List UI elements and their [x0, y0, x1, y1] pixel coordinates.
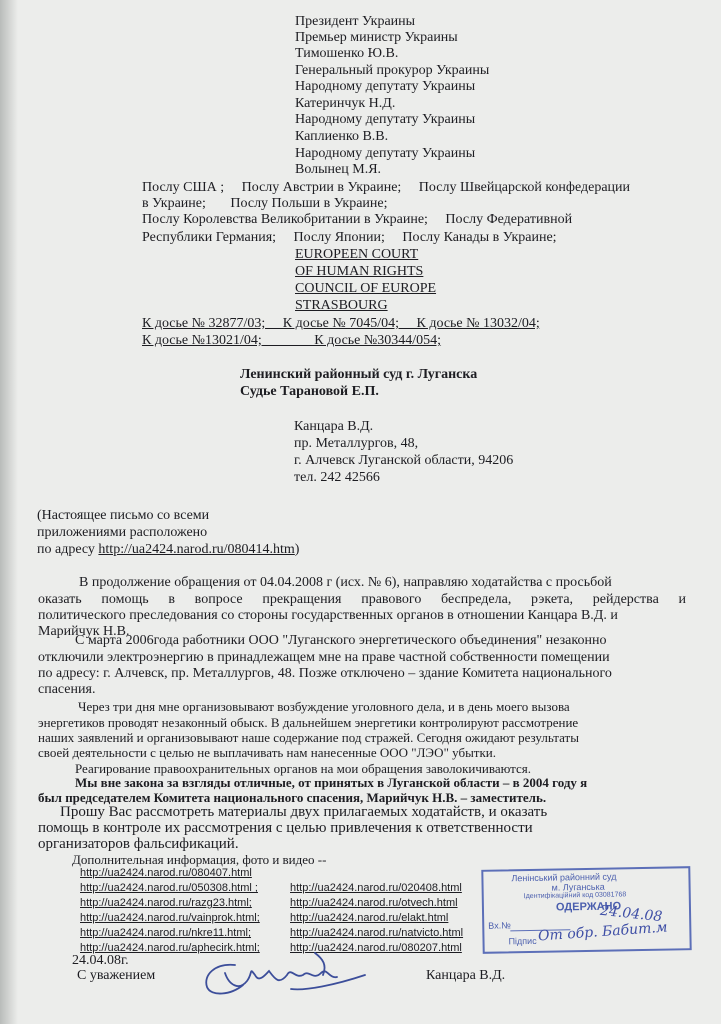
addressee-line: Премьер министр Украины: [295, 30, 458, 45]
body-line: Реагирование правоохранительных органов на мои обращения заволокичиваются.: [75, 761, 531, 776]
dossier-line: К досье №13021/04; К досье №30344/054;: [142, 333, 442, 348]
signature-image: [195, 945, 385, 1005]
addressee-line: Каплиенко В.В.: [295, 129, 389, 144]
body-line-large: организаторов фальсификаций.: [38, 836, 239, 852]
link-item[interactable]: http://ua2424.narod.ru/otvech.html: [290, 897, 458, 909]
stamp-handwritten-date: 24.04.08: [599, 902, 664, 926]
addressee-line: Тимошенко Ю.В.: [295, 46, 399, 61]
body-line: политического преследования со стороны государственных органов в отношении Канцара В.Д. и: [38, 608, 618, 623]
link-item[interactable]: http://ua2424.narod.ru/aphecirk.html;: [80, 942, 260, 954]
court-line: STRASBOURG: [295, 298, 388, 313]
court-line: EUROPEEN COURT: [295, 247, 419, 262]
addressee-line: Генеральный прокурор Украины: [295, 63, 490, 78]
stamp-line: Ідентифікаційний код 03081768: [523, 891, 627, 901]
body-line: С марта 2006года работники ООО "Луганского энергетического объединения" незаконно: [75, 633, 607, 648]
body-line-large: помощь в контроле их рассмотрения с целью привлечения к ответственности: [38, 820, 533, 836]
sender-phone: тел. 242 42566: [294, 470, 380, 485]
addressee-line: Волынец М.Я.: [295, 162, 382, 177]
body-line: Через три дня мне организовывают возбуждение уголовного дела, и в день моего вызова: [78, 699, 570, 714]
addressee-line: Президент Украины: [295, 14, 416, 29]
note-line-address: [37, 542, 299, 558]
stamp-sign-label: Підпис: [508, 935, 537, 947]
link-item[interactable]: http://ua2424.narod.ru/razg23.html;: [80, 897, 252, 909]
addressee-line: Народному депутату Украины: [295, 146, 476, 161]
ambassadors-line: Послу США ; Послу Австрии в Украине; Послу Швейцарской конфедерации: [142, 180, 631, 195]
link-item[interactable]: http://ua2424.narod.ru/vainprok.html;: [80, 912, 260, 924]
body-line: спасения.: [38, 682, 96, 697]
body-line: своей деятельности с целью не выплачивать нам нанесенные ООО "ЛЭО" убытки.: [38, 745, 497, 760]
judge: Судье Тарановой Е.П.: [240, 384, 379, 399]
note-line: приложениями расположено: [37, 525, 208, 540]
body-line: отключили электроэнергию в принадлежащем мне на праве частной собственности помещении: [38, 650, 610, 665]
link-item[interactable]: http://ua2424.narod.ru/080407.html: [80, 867, 252, 879]
ambassadors-line: Послу Королевства Великобритании в Украине; Послу Федеративной: [142, 212, 573, 227]
court-line: OF HUMAN RIGHTS: [295, 264, 424, 279]
body-line: В продолжение обращения от 04.04.2008 г (исх. № 6), направляю ходатайства с просьбой: [79, 575, 612, 590]
stamp-received: ОДЕРЖАНО: [555, 900, 622, 914]
signature-name: Канцара В.Д.: [426, 968, 506, 983]
sender-city: г. Алчевск Луганской области, 94206: [294, 453, 514, 468]
page-edge-shadow: [0, 0, 18, 1024]
body-line: наших заявлений и организовывают наше содержание под стражей. Сегодня ожидают результаты: [38, 730, 579, 745]
link-item[interactable]: http://ua2424.narod.ru/elakt.html: [290, 912, 449, 924]
body-line: Марийчук Н.В.: [38, 624, 130, 639]
sender-street: пр. Металлургов, 48,: [294, 436, 419, 451]
link-item[interactable]: http://ua2424.narod.ru/020408.html: [290, 882, 462, 894]
district-court: Ленинский районный суд г. Луганска: [240, 367, 478, 382]
body-line-large: Прошу Вас рассмотреть материалы двух прилагаемых ходатайств, и оказать: [60, 804, 548, 820]
stamp-handwritten-note: От обр. Бабит.м: [537, 919, 668, 945]
letter-date: 24.04.08г.: [72, 953, 129, 968]
addressee-line: Катеринчук Н.Д.: [295, 96, 396, 111]
stamp-line: м. Луганська: [551, 881, 605, 893]
body-line-bold: был председателем Комитета национального спасения, Марийчук Н.В. – заместитель.: [38, 790, 547, 805]
regards: С уважением: [77, 968, 156, 983]
addressee-line: Народному депутату Украины: [295, 112, 476, 127]
ambassadors-line: в Украине; Послу Польши в Украине;: [142, 196, 388, 211]
note-line: (Настоящее письмо со всеми: [37, 508, 210, 523]
extra-info-title: Дополнительная информация, фото и видео --: [72, 852, 327, 867]
ambassadors-line: Республики Германия; Послу Японии; Послу Канады в Украине;: [142, 230, 557, 245]
note-prefix: по адресу: [37, 542, 99, 557]
link-item[interactable]: http://ua2424.narod.ru/080207.html: [290, 942, 462, 954]
stamp-line: Ленінський районний суд: [511, 871, 617, 884]
body-line: оказать помощь в вопросе прекращения правового беспредела, рэкета, рейдерства и: [38, 592, 686, 607]
link-item[interactable]: http://ua2424.narod.ru/natvicto.html: [290, 927, 464, 939]
sender-name: Канцара В.Д.: [294, 419, 374, 434]
note-suffix: ): [294, 542, 300, 557]
stamp-vx-label: Вх.№: [488, 920, 511, 931]
link-item[interactable]: http://ua2424.narod.ru/nkre11.html;: [80, 927, 252, 939]
addressee-line: Народному депутату Украины: [295, 79, 476, 94]
dossier-line: К досье № 32877/03; К досье № 7045/04; К досье № 13032/04;: [142, 316, 540, 331]
body-line: по адресу: г. Алчевск, пр. Металлургов, 48. Позже отключено – здание Комитета национального: [38, 666, 612, 681]
body-line-bold: Мы вне закона за взгляды отличные, от принятых в Луганской области – в 2004 году я: [75, 775, 588, 790]
court-line: COUNCIL OF EUROPE: [295, 281, 437, 296]
body-line: энергетиков проводят незаконный обыск. В дальнейшем энергетики контролируют рассмотрение: [38, 715, 579, 730]
link-item[interactable]: http://ua2424.narod.ru/050308.html ;: [80, 882, 258, 894]
note-url-link[interactable]: http://ua2424.narod.ru/080414.htm: [98, 542, 295, 557]
